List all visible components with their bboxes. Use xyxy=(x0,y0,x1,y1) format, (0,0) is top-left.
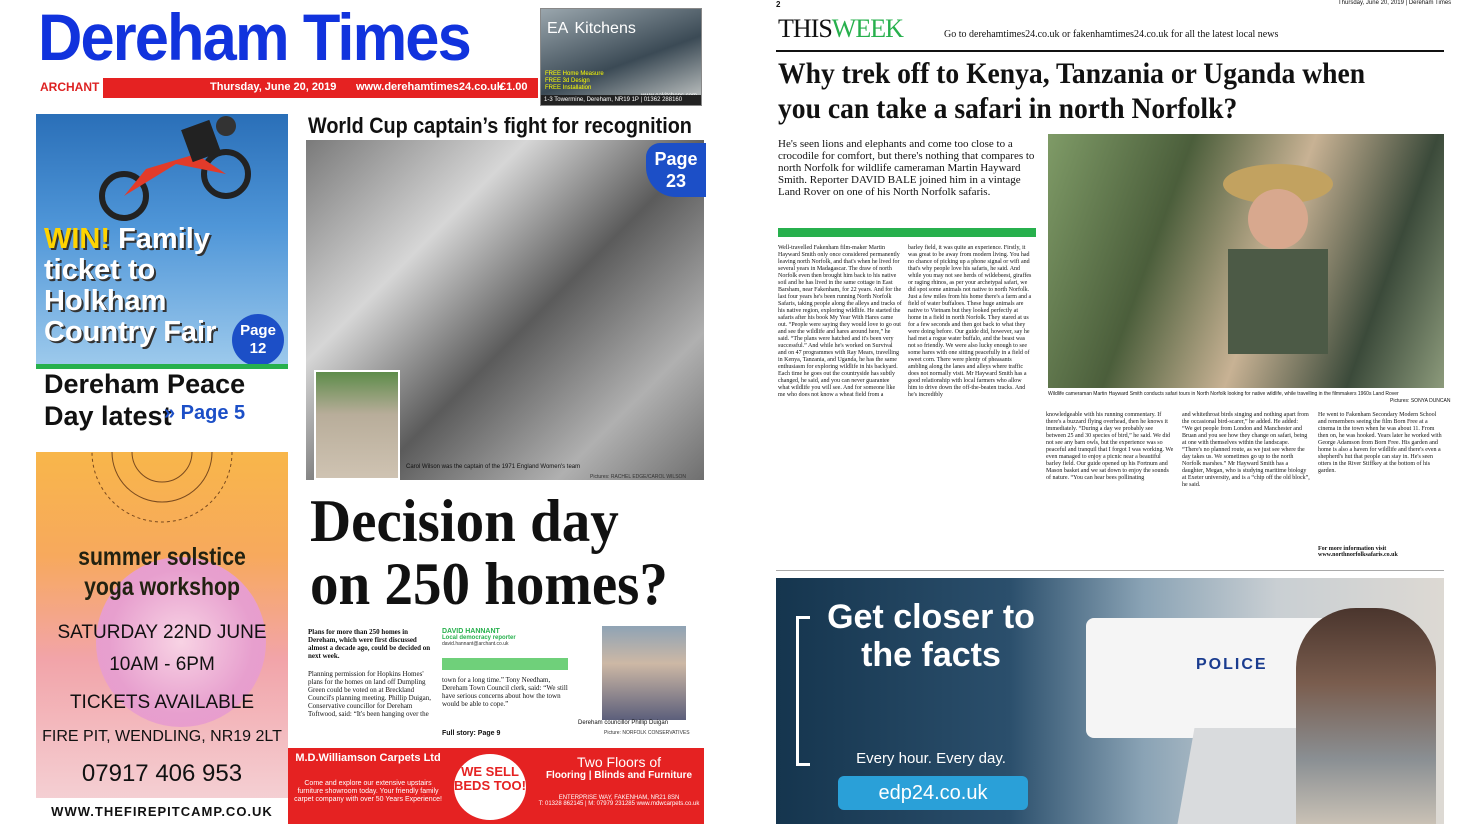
byline-email[interactable]: david.hannant@archant.co.uk xyxy=(442,641,509,647)
safari-column-2: barley field, it was quite an experience. Firstly, it was great to be away from modern living. You had no chance of picking up a phone signal or wifi and that's why people love his safaris, he said. And while you may not see herds of wildebeest, giraffes or raging rhinos, as per your archetypal safari, we did spot some animals not native to north Norfolk. Just a few miles from his home there's a farm and a field of water buffaloes. These huge animals are native to Vietnam but they looked perfectly at home in a field in north Norfolk. They stared at us for a few seconds and then got back to what they were doing before. Our guide did, however, say he had met a rogue water buffalo, and the beast was not so friendly. We were also lucky enough to see some hares with one sitting peacefully in a field of sweet corn. There were plenty of pheasants ambling along the lanes and alleys where traffic does not normally visit. Mr Hayward Smith has a good relationship with local farmers who allow him to drive down the off-the-beaten tracks. And he's incredibly xyxy=(908,245,1032,398)
safari-green-bar xyxy=(778,228,1036,237)
carpet-copy: Come and explore our extensive upstairs furniture showroom today. Your friendly family carpet company with over 50 Years Experience! xyxy=(294,780,442,803)
decision-headline[interactable]: Decision day on 250 homes? xyxy=(310,488,668,617)
carpet-floors: Two Floors of xyxy=(576,754,662,770)
section-rule xyxy=(776,50,1444,52)
ea-footer: 1-3 Towermine, Dereham, NR19 1P | 01362 288160 xyxy=(541,95,701,105)
byline-name: DAVID HANNANT xyxy=(442,628,500,635)
worldcup-page-badge[interactable]: Page 23 xyxy=(646,143,706,197)
site-url[interactable]: www.derehamtimes24.co.uk xyxy=(356,81,503,93)
goto-line[interactable]: Go to derehamtimes24.co.uk or fakenhamtimes24.co.uk for all the latest local news xyxy=(944,29,1279,40)
edp-headline: Get closer to the facts xyxy=(827,598,1035,674)
ea-kitchens-ad[interactable] xyxy=(540,8,702,106)
safari-column-1: Well-travelled Fakenham film-maker Martin Hayward Smith only once considered permanently leaving north Norfolk, and that's when he lived for several years in Madagascar. The draw of north Norfolk even then brought him back to his native soil and he has lived in the same cottage in East Barsham, near Fakenham, for 22 years. And for the last four years he's been running North Norfolk Safaris, taking people along the alleys and tracks of his native region, exploring wildlife. He started the safaris after his book My Year With Hares came out. “People were saying they would love to go out and see the wildlife and hares around here,” he said. “The plans were hatched and it's been very successful.” And while he's worked on Survival and on 47 programmes with Ray Mears, travelling in Kenya, Tanzania, and Uganda, he has the same enthusiasm for exploring wildlife in his backyard. Each time he goes out the countryside has subtly changed, he said, and you can never guarantee what wildlife you will see. And for someone like me who does not know a wheat field from a xyxy=(778,245,902,398)
publisher-logo: ARCHANT xyxy=(40,80,100,94)
this-week-label xyxy=(778,14,903,44)
safari-caption: Wildlife cameraman Martin Hayward Smith conducts safari tours in North Norfolk looking for native wildlife, while travelling in the filmmakers 1960s Land Rover xyxy=(1048,391,1399,397)
edp24-ad[interactable] xyxy=(776,578,1444,824)
more-info-link[interactable]: For more information visit www.northnorfolksafaris.co.uk xyxy=(1318,546,1398,558)
worldcup-caption: Carol Wilson was the captain of the 1971 England Women's team xyxy=(406,464,581,470)
page-number: 2 xyxy=(776,0,781,9)
ea-offer: FREE 3d Design xyxy=(545,78,590,84)
edp-subline: Every hour. Every day. xyxy=(856,750,1006,767)
worldcup-credit: Pictures: RACHEL EDGE/CAROL WILSON xyxy=(590,474,687,480)
week-label: WEEK xyxy=(831,14,903,43)
yoga-workshop-ad[interactable] xyxy=(36,452,288,798)
byline-role: Local democracy reporter xyxy=(442,635,516,641)
this-label: THIS xyxy=(778,14,832,43)
safari-column-4: and whitethroat birds singing and nothing apart from the occasional bird-scarer,” he added. He added: “We get people from London and Manchester and Bruan and you see how they change on safari, being at one with themselves within the landscape. “There's no planned route, as we just see where the day takes us. We sometimes go up to the north Norfolk marshes.” Mr Hayward Smith has a daughter, Megan, who is studying maritime biology at Exeter university, and is a “chip off the old block”, he said. xyxy=(1182,412,1310,488)
cameraman-figure-icon xyxy=(1198,154,1358,354)
motocross-teaser-body: Family ticket to Holkham Country Fair xyxy=(44,223,217,348)
safari-column-5: He went to Fakenham Secondary Modern School and remembers seeing the film Born Free at a cinema in the town when he was about 11. From then on, he was hooked. Years later he worked with George Adamson from Born Free. His garden and home is also a haven for wildlife and there's even a shepherd's hut that people can stay in. He's seen otters in the River Stiffkey at the bottom of his garden. xyxy=(1318,412,1442,474)
masthead: Dereham Times xyxy=(38,0,470,74)
peace-teaser-title: Dereham Peace Day latest xyxy=(44,369,246,431)
police-van-label: POLICE xyxy=(1196,656,1268,673)
duigan-caption: Dereham councillor Phillip Duigan xyxy=(578,720,669,726)
running-head: Thursday, June 20, 2019 | Dereham Times xyxy=(1338,0,1452,6)
carol-wilson-photo xyxy=(314,370,400,480)
safari-column-3: knowledgeable with his running commentary. If there's a buzzard flying overhead, then he knows it immediately. “During a day we probably see between 25 and 30 species of bird,” he said. We did not see any barn owls, but the experience was so peaceful and tranquil that I forgot I was working. We even managed to enjoy a picnic near a beautiful barley field. Our guide opened up his Fortnum and Mason basket and we sat down to enjoy the sounds of nature. “You can hear bees pollinating xyxy=(1046,412,1174,481)
ad-bracket xyxy=(796,616,810,766)
peace-teaser-page[interactable]: » Page 5 xyxy=(164,402,246,424)
yoga-time: 10AM - 6PM xyxy=(109,654,215,675)
worldcup-headline[interactable]: World Cup captain’s fight for recognition xyxy=(308,113,692,138)
safari-photo xyxy=(1048,134,1444,388)
safari-lede: He's seen lions and elephants and come too close to a crocodile for comfort, but there's nothing that compares to north Norfolk for wildlife cameraman Martin Hayward Smith. Reporter DAVID BALE joined him in a vintage Land Rover on one of his North Norfolk safaris. xyxy=(778,138,1035,198)
yoga-venue: FIRE PIT, WENDLING, NR19 2LT xyxy=(42,728,282,745)
decision-lede: Plans for more than 250 homes in Dereham, which were first discussed almost a decade ago, could be decided on next week. xyxy=(308,628,431,660)
carpets-ad[interactable] xyxy=(288,748,704,824)
ea-logo-b: Kitchens xyxy=(574,20,636,37)
win-label: WIN! xyxy=(44,223,111,255)
ea-offer: FREE Home Measure xyxy=(545,71,604,77)
motocross-page-badge[interactable]: Page 12 xyxy=(232,314,284,366)
carpet-right-panel xyxy=(536,754,702,807)
ea-offer: FREE Installation xyxy=(545,85,592,91)
beds-badge: WE SELL BEDS TOO! xyxy=(454,754,526,820)
decision-byline xyxy=(442,628,568,647)
carpet-products: Flooring | Blinds and Furniture xyxy=(545,770,693,781)
carpet-name: M.D.Williamson Carpets Ltd xyxy=(295,752,441,764)
carpet-contact[interactable]: T: 01328 862145 | M: 07979 231285 www.mdwcarpets.co.uk xyxy=(538,801,700,807)
yoga-phone[interactable]: 07917 406 953 xyxy=(81,760,243,787)
safari-credit: Pictures: SONYA DUNCAN xyxy=(1390,398,1451,404)
yoga-title: summer solstice yoga workshop xyxy=(78,543,246,601)
safari-headline[interactable]: Why trek off to Kenya, Tanzania or Uganda when you can take a safari in north Norfolk? xyxy=(778,57,1366,125)
duigan-credit: Picture: NORFOLK CONSERVATIVES xyxy=(604,730,690,736)
decision-full-story-link[interactable]: Full story: Page 9 xyxy=(442,730,501,737)
motocross-rider-icon xyxy=(76,114,286,224)
ea-logo xyxy=(547,13,636,39)
yoga-date: SATURDAY 22ND JUNE xyxy=(57,622,267,643)
woman-graphic xyxy=(1296,608,1436,824)
yoga-tickets: TICKETS AVAILABLE xyxy=(69,692,255,713)
decision-body: Planning permission for Hopkins Homes' plans for the homes on land off Dumpling Green could be voted on at Breckland Council's planning meeting. Phillip Duigan, Conservative councillor for Dereham Toftwood, said: “It's been hanging over the xyxy=(308,670,431,718)
ea-logo-a: EA xyxy=(547,20,569,37)
edp-url-button[interactable]: edp24.co.uk xyxy=(838,776,1028,810)
carpet-address: ENTERPRISE WAY, FAKENHAM, NR21 8SN xyxy=(558,795,680,801)
dateline: Thursday, June 20, 2019 xyxy=(210,81,337,93)
byline-bar xyxy=(442,658,568,670)
mandala-icon xyxy=(36,452,288,542)
duigan-photo xyxy=(602,626,686,720)
ea-offers xyxy=(545,71,604,92)
article-rule xyxy=(776,570,1444,571)
decision-body-continued: town for a long time.” Tony Needham, Dereham Town Council clerk, said: “We still have serious concerns about how the town would be able to cope.” xyxy=(442,676,568,708)
yoga-website[interactable]: WWW.THEFIREPITCAMP.CO.UK xyxy=(36,800,288,824)
price: £1.00 xyxy=(500,81,528,93)
